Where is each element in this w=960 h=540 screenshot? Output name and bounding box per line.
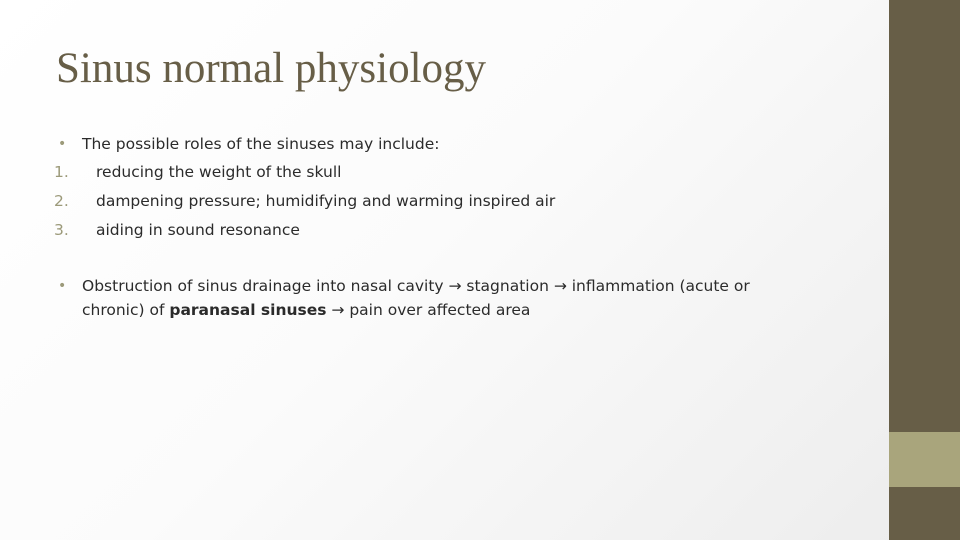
slide-body: [54, 130, 858, 322]
role-text: dampening pressure; humidifying and warming inspired air: [96, 192, 556, 210]
role-item-3: [54, 216, 858, 245]
role-text: aiding in sound resonance: [96, 221, 300, 239]
role-number: 3.: [54, 221, 69, 239]
obstruction-text-part1: Obstruction of sinus drainage into nasal cavity → stagnation → inflammation (acute or chronic) of: [82, 277, 750, 319]
role-item-2: [54, 187, 858, 216]
obstruction-text-bold: paranasal sinuses: [169, 301, 327, 319]
slide-title: Sinus normal physiology: [56, 45, 487, 92]
intro-bullet: [58, 130, 858, 158]
bullet-marker: •: [58, 136, 67, 152]
role-item-1: [54, 158, 858, 187]
role-text: reducing the weight of the skull: [96, 163, 342, 181]
role-number: 2.: [54, 192, 69, 210]
sidebar-accent-block: [889, 432, 960, 487]
intro-bullet-text: The possible roles of the sinuses may include:: [82, 135, 440, 153]
role-number: 1.: [54, 163, 69, 181]
obstruction-bullet: [58, 274, 802, 322]
bullet-marker: •: [58, 278, 67, 294]
obstruction-text-part2: → pain over affected area: [326, 301, 531, 319]
